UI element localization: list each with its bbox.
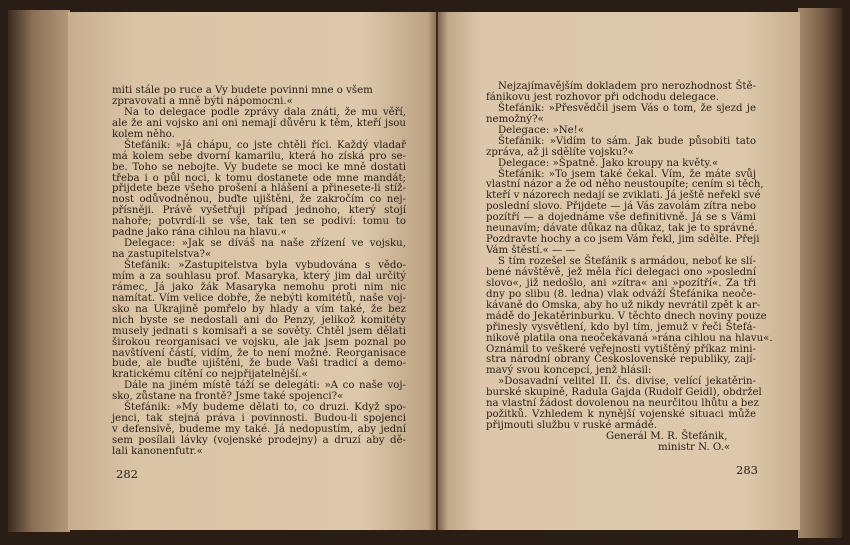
text-line: přinesly vysvětlení, kdo byl tím, jemuž v řeči Štefá- xyxy=(486,321,756,333)
text-line: Štefánik: »Přesvědčil jsem Vás o tom, že sjezd je xyxy=(498,102,756,114)
text-line: poslední slovo. Přijdete — já Vás zavolám zítra nebo xyxy=(486,201,756,213)
page-number: 282 xyxy=(116,467,138,481)
text-line: bené návštěvě, jež měla říci delegaci ono »poslední xyxy=(486,266,756,278)
text-line: mím a za souhlasu prof. Masaryka, který jim dal určitý xyxy=(112,270,406,282)
text-line: přísněji. Právě vyšetřuji případ jednoho, který stojí xyxy=(112,205,406,217)
text-line: v defensivě, budeme my také. Já nedopustím, aby jední xyxy=(112,424,406,436)
text-line: třeba i o půl noci, k tomu dostanete ode mne mandát; xyxy=(112,172,406,184)
text-line: Delegace: »Jak se díváš na naše zřízení ve vojsku, xyxy=(124,238,406,250)
text-line: Nejzajímavějším dokladem pro nerozhodnost Ště- xyxy=(498,81,756,92)
text-line: rámec, Já jako žák Masaryka nemohu proti nim nic xyxy=(112,281,406,293)
text-line: bude, ale buďte ujištěni, že bude Vaši tradicí a demo- xyxy=(112,358,406,370)
text-line: Štefánik: »Já chápu, co jste chtěli říci. Každý vladař xyxy=(124,139,406,151)
text-line: Štefánik: »Vidím to sám. Jak bude působiti tato xyxy=(498,135,756,147)
text-line: mádě do Jekatěrinburku. V těchto dnech noviny pouze xyxy=(486,310,767,322)
page-number: 283 xyxy=(736,463,758,477)
text-line: Štefánik: »My budeme dělati to, co druzi. Když spo- xyxy=(124,402,406,414)
text-line: S tím rozešel se Štefánik s armádou, neboť ke slí- xyxy=(498,256,756,267)
text-line: fánikovu jest rozhovor při odchodu delegace. xyxy=(486,91,720,103)
text-line: Delegace: »Ne!« xyxy=(498,124,584,136)
text-line: kolem něho. xyxy=(112,128,175,140)
text-line: požitků. Vzhledem k nynější vojenské situaci může xyxy=(486,409,756,421)
text-line: pozítří — a dojednáme vše definitivně. Já se s Vámi xyxy=(486,212,756,224)
text-line: širokou reorganisaci ve vojsku, ale jak jsem poznal po xyxy=(112,336,406,348)
text-line: Vám štěstí.« — — xyxy=(486,245,576,257)
text-line: stra národní obrany Československé republiky, zají- xyxy=(486,354,756,366)
text-line: zpráva, až ji sdělíte vojsku?« xyxy=(486,146,634,158)
text-line: »Dosavadní velitel II. čs. divise, velící jekatěrin- xyxy=(498,376,756,388)
text-line: přijdete beze všeho prošení a hlášení a přinesete-li stíž- xyxy=(112,183,406,195)
text-line: sem posílali lávky (vojenské prodejny) a druzí aby dě- xyxy=(112,435,406,446)
text-line: sko, zůstane na frontě? Jsme také spojenci?« xyxy=(112,391,344,403)
text-line: na vlastní žádost dovolenou na neurčitou lhůtu a bez xyxy=(486,398,759,410)
text-line: mavý svou koncepcí, jenž hlásil: xyxy=(486,365,652,377)
book-gutter xyxy=(428,12,448,530)
text-line: vlastní názor a že od něho neustoupíte; cením si těch, xyxy=(486,179,764,191)
text-line: nemožný?« xyxy=(486,113,544,125)
signature-name: Generál M. R. Štefánik, xyxy=(606,431,728,442)
text-line: kávaně do Omska, aby ho už nikdy nevrátil zpět k ar- xyxy=(486,299,761,311)
text-line: nahoře; potvrdí-li se vše, tak ten se podiví: tomu to xyxy=(112,216,406,228)
text-line: dny po slibu (8. ledna) vlak odváží Štefánika neoče- xyxy=(486,288,756,300)
text-line: musely jednati s komisaři a se sověty. Chtěl jsem dělati xyxy=(112,325,406,337)
text-line: be. Toho se nebojte. Vy budete se moci ke mně dostati xyxy=(112,161,406,173)
text-line: kteří v názorech nedají se zviklati. Já ještě neřekl své xyxy=(486,190,761,202)
text-line: přijmouti službu v ruské armádě. xyxy=(486,420,658,432)
text-line: miti stále po ruce a Vy budete povinni mne o všem xyxy=(112,85,373,96)
right-page xyxy=(438,12,800,530)
text-line: Na to delegace podle zprávy dala znáti, že mu věří, xyxy=(124,106,406,118)
text-line: nikově platila ona neočekávaná »rána cihlou na hlavu«. xyxy=(486,332,773,344)
text-line: navštívení částí, vidím, že to není možné. Reorganisace xyxy=(112,347,406,359)
text-line: padne jako rána cihlou na hlavu.« xyxy=(112,227,287,239)
text-line: sko na Ukrajině pomřelo by hlady a vím také, že bez xyxy=(112,303,406,315)
text-line: na zastupitelstva?« xyxy=(112,249,212,261)
text-line: lali kanonenfutr.« xyxy=(112,445,203,457)
text-line: burské skupině, Radula Gajda (Rudolf Geidl), obdržel xyxy=(486,387,762,399)
text-line: má kolem sebe dvorní kamarilu, která ho získá pro se- xyxy=(112,150,406,162)
signature-title: ministr N. O.« xyxy=(658,441,731,453)
text-line: neunavím; dávate důkaz na důkaz, tak je to správné. xyxy=(486,223,758,235)
text-line: Štefánik: »Zastupitelstva byla vybudována s vědo- xyxy=(124,260,406,271)
text-line: Dále na jiném místě táží se delegáti: »A co naše voj- xyxy=(124,380,406,392)
text-line: zpravovati a mně býti nápomocni.« xyxy=(112,95,293,107)
text-line: Delegace: »Špatně. Jako kroupy na květy.« xyxy=(498,157,719,169)
text-line: Oznámil to veškeré veřejnosti vytištěný příkaz mini- xyxy=(486,343,756,355)
right-page-edges xyxy=(798,8,842,538)
text-line: Pozdravte hochy a co jsem Vám řekl, jim sdělte. Přeji xyxy=(486,234,760,246)
text-line: nich byste se nedostali ani do Penzy, jelikož komitéty xyxy=(112,314,406,326)
text-line: jenci, tak stejná práva i povinnosti. Budou-li spojenci xyxy=(112,413,406,425)
text-line: nost odůvodněnou, buďte ujištěni, že zakročím co nej- xyxy=(112,194,406,206)
text-line: namítat. Vím velice dobře, že nebýti komitétů, naše voj- xyxy=(112,292,406,304)
text-line: Štefánik: »To jsem také čekal. Vím, že máte svůj xyxy=(498,168,756,180)
text-line: kratickému cítění co nejpřijatelnější.« xyxy=(112,369,308,381)
text-line: ale že ani vojsko ani oni nemají důvěru k těm, kteří jsou xyxy=(112,117,406,129)
left-page-edges xyxy=(8,10,70,532)
text-line: slovo«, již nedošlo, ani »zítra« ani »pozítří«. Za tři xyxy=(486,277,756,289)
left-page xyxy=(68,12,436,530)
